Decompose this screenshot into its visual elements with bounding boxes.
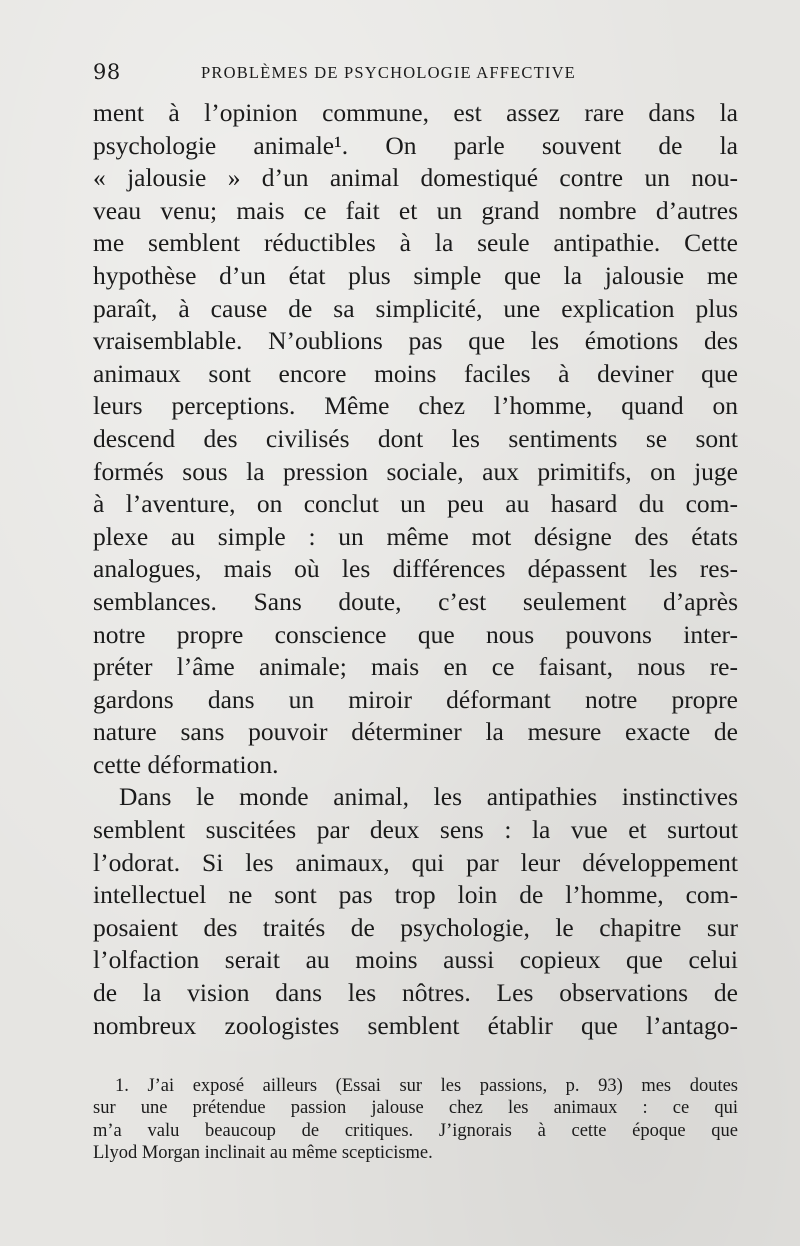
running-title: PROBLÈMES DE PSYCHOLOGIE AFFECTIVE [201, 63, 576, 82]
text-line: gardons dans un miroir déformant notre propre [93, 684, 738, 714]
text-line: intellectuel ne sont pas trop loin de l’homme, com- [93, 880, 738, 910]
text-line: plexe au simple : un même mot désigne des états [93, 521, 738, 551]
footnote-line: sur une prétendue passion jalouse chez les animaux : ce qui [93, 1098, 738, 1119]
paragraph-start-line: Dans le monde animal, les antipathies instinctives [119, 782, 738, 812]
text-line: notre propre conscience que nous pouvons inter- [93, 619, 738, 649]
text-line: nature sans pouvoir déterminer la mesure exacte de [93, 717, 738, 747]
text-line: cette déformation. [93, 749, 279, 779]
text-line: de la vision dans les nôtres. Les observations de [93, 978, 738, 1008]
text-line: posaient des traités de psychologie, le chapitre sur [93, 912, 738, 942]
page-number: 98 [93, 60, 121, 84]
footnote-line: 1. J’ai exposé ailleurs (Essai sur les passions, p. 93) mes doutes [115, 1076, 738, 1096]
body-text [93, 97, 738, 1042]
text-line: semblent suscitées par deux sens : la vue et surtout [93, 815, 738, 845]
text-line: semblances. Sans doute, c’est seulement d’après [93, 586, 738, 616]
text-line: psychologie animale¹. On parle souvent de la [93, 130, 738, 160]
text-line: vraisemblable. N’oublions pas que les émotions des [93, 326, 738, 356]
text-line: « jalousie » d’un animal domestiqué contre un nou- [93, 163, 738, 193]
text-line: me semblent réductibles à la seule antipathie. Cette [93, 228, 738, 258]
text-line: animaux sont encore moins faciles à deviner que [93, 358, 738, 388]
text-line: formés sous la pression sociale, aux primitifs, on juge [93, 456, 738, 486]
text-line: analogues, mais où les différences dépassent les res- [93, 554, 738, 584]
footnotes [93, 1075, 738, 1164]
text-line: veau venu; mais ce fait et un grand nombre d’autres [93, 195, 738, 225]
footnote-line: Llyod Morgan inclinait au même scepticisme. [93, 1142, 433, 1163]
text-line: leurs perceptions. Même chez l’homme, quand on [93, 391, 738, 421]
text-line: préter l’âme animale; mais en ce faisant, nous re- [93, 652, 738, 682]
text-line: l’odorat. Si les animaux, qui par leur développement [93, 847, 738, 877]
text-line: l’olfaction serait au moins aussi copieux que celui [93, 945, 738, 975]
text-line: descend des civilisés dont les sentiments se sont [93, 423, 738, 453]
text-line: paraît, à cause de sa simplicité, une explication plus [93, 293, 738, 323]
running-head [93, 60, 641, 88]
text-line: à l’aventure, on conclut un peu au hasard du com- [93, 489, 738, 519]
footnote-line: m’a valu beaucoup de critiques. J’ignorais à cette époque que [93, 1120, 738, 1141]
text-line: hypothèse d’un état plus simple que la jalousie me [93, 260, 738, 290]
text-line: nombreux zoologistes semblent établir que l’antago- [93, 1010, 738, 1040]
text-line: ment à l’opinion commune, est assez rare dans la [93, 98, 738, 127]
